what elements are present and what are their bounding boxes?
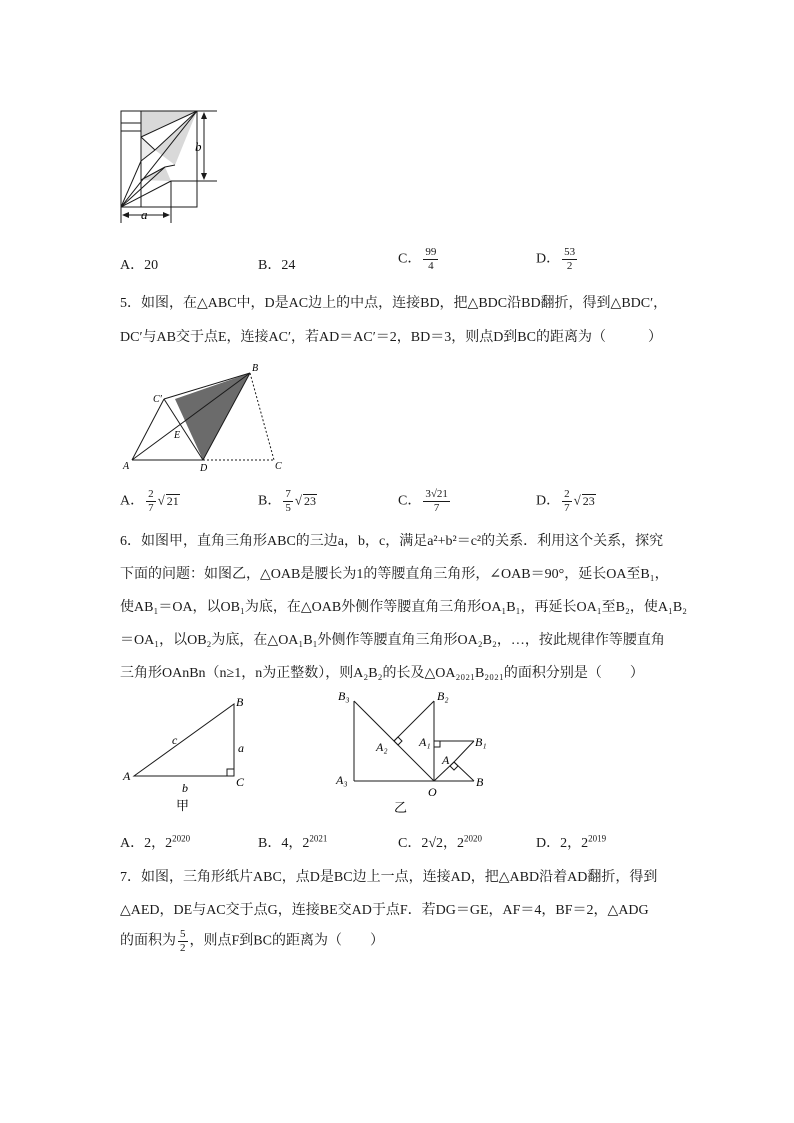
q6-yi-label-a: A (442, 753, 450, 767)
q6-text-line2: 下面的问题：如图乙，△OAB是腰长为1的等腰直角三角形，∠OAB＝90°，延长OA至B₁， (120, 567, 669, 582)
q6-yi-label-b1: B₁ (475, 735, 487, 749)
q6-option-b[interactable]: B．4，$2^{2021}$ (258, 833, 328, 851)
q6-yi-label-b: B (476, 775, 484, 789)
q5-label-c: C (275, 461, 282, 472)
q5-label-b: B (252, 363, 259, 374)
q5-figure (118, 362, 298, 472)
q5-text-line1: 5．如图，在△ABC中，D是AC边上的中点，连接BD，把△BDC沿BD翻折，得到△BDC′， (120, 296, 668, 311)
q6-option-c[interactable]: C．2√2，$2^{2020}$ (398, 833, 483, 851)
q6-option-d[interactable]: D．2，$2^{2019}$ (536, 833, 607, 851)
q4-option-c[interactable]: C． $\frac{99}{4}$ (398, 246, 437, 272)
q6-yi-label-a3: A₃ (336, 773, 348, 787)
q5-option-b[interactable]: B． $\frac{7}{5}$ √ 23 (258, 488, 316, 514)
q7-text-line3: 的面积为 $\frac{5}{2}$ ，则点F到BC的距离为（ ） (120, 928, 384, 954)
q4-label-b: b (195, 139, 202, 154)
q5-label-c-prime: C′ (153, 394, 162, 405)
q7-text-line2: △AED，DE与AC交于点G，连接BE交AD于点F．若DG＝GE，AF＝4，BF＝2，△ADG (120, 903, 649, 918)
q4-option-d[interactable]: D． $\frac{53}{2}$ (536, 246, 576, 272)
q6-figure-jia (118, 692, 258, 817)
q7-text-line1: 7．如图，三角形纸片ABC，点D是BC边上一点，连接AD，把△ABD沿着AD翻折，得到 (120, 870, 658, 885)
q6-jia-label-a-vertex: A (123, 769, 131, 783)
q4-label-a: a (141, 207, 148, 222)
q5-label-d: D (200, 463, 208, 472)
q6-figure-yi (330, 686, 500, 821)
q6-jia-label-c-side: c (172, 733, 178, 747)
q6-yi-label-b3: B₃ (338, 689, 350, 703)
q4-figure (115, 105, 225, 227)
q5-option-d[interactable]: D． $\frac{2}{7}$ √ 23 (536, 488, 595, 514)
q6-text-line4: ＝OA₁，以OB₂为底，在△OA₁B₁外侧作等腰直角三角形OA₂B₂，…，按此规律作等腰直角 (120, 633, 665, 648)
q5-text-line2: DC′与AB交于点E，连接AC′，若AD＝AC′＝2，BD＝3，则点D到BC的距离为（ ） (120, 330, 662, 345)
q6-jia-label-a-side: a (238, 741, 244, 755)
q6-yi-caption: 乙 (394, 800, 408, 815)
q5-option-c[interactable]: C． $\frac{3√21}{7}$ (398, 488, 448, 514)
q4-option-a[interactable]: A．20 (120, 258, 159, 273)
q6-jia-label-b-side: b (182, 781, 188, 795)
q5-label-e: E (174, 430, 181, 441)
q6-jia-caption: 甲 (176, 798, 190, 813)
q6-jia-label-b-vertex: B (236, 695, 244, 709)
q4-option-b[interactable]: B．24 (258, 258, 296, 273)
q6-text-line3: 使AB₁＝OA，以OB₁为底，在△OAB外侧作等腰直角三角形OA₁B₁，再延长OA₁至B₂，使A₁B₂ (120, 600, 688, 615)
q6-yi-label-a2: A₂ (376, 740, 388, 754)
q6-option-a[interactable]: A．2，$2^{2020}$ (120, 833, 191, 851)
q6-yi-label-o: O (428, 785, 437, 799)
q6-text-line1: 6．如图甲，直角三角形ABC的三边a，b，c，满足a²+b²＝c²的关系．利用这个关系，探究 (120, 534, 664, 549)
q6-text-line5: 三角形OAnBn（n≥1，n为正整数），则A₂B₂的长及△OA₂₀₂₁B₂₀₂₁的面积分别是（ ） (120, 666, 644, 681)
q5-option-a[interactable]: A． $\frac{2}{7}$ √ 21 (120, 488, 179, 514)
q6-yi-label-a1: A₁ (419, 735, 431, 749)
q6-jia-label-c-vertex: C (236, 775, 245, 789)
q6-yi-label-b2: B₂ (437, 689, 449, 703)
q5-label-a: A (123, 461, 130, 472)
